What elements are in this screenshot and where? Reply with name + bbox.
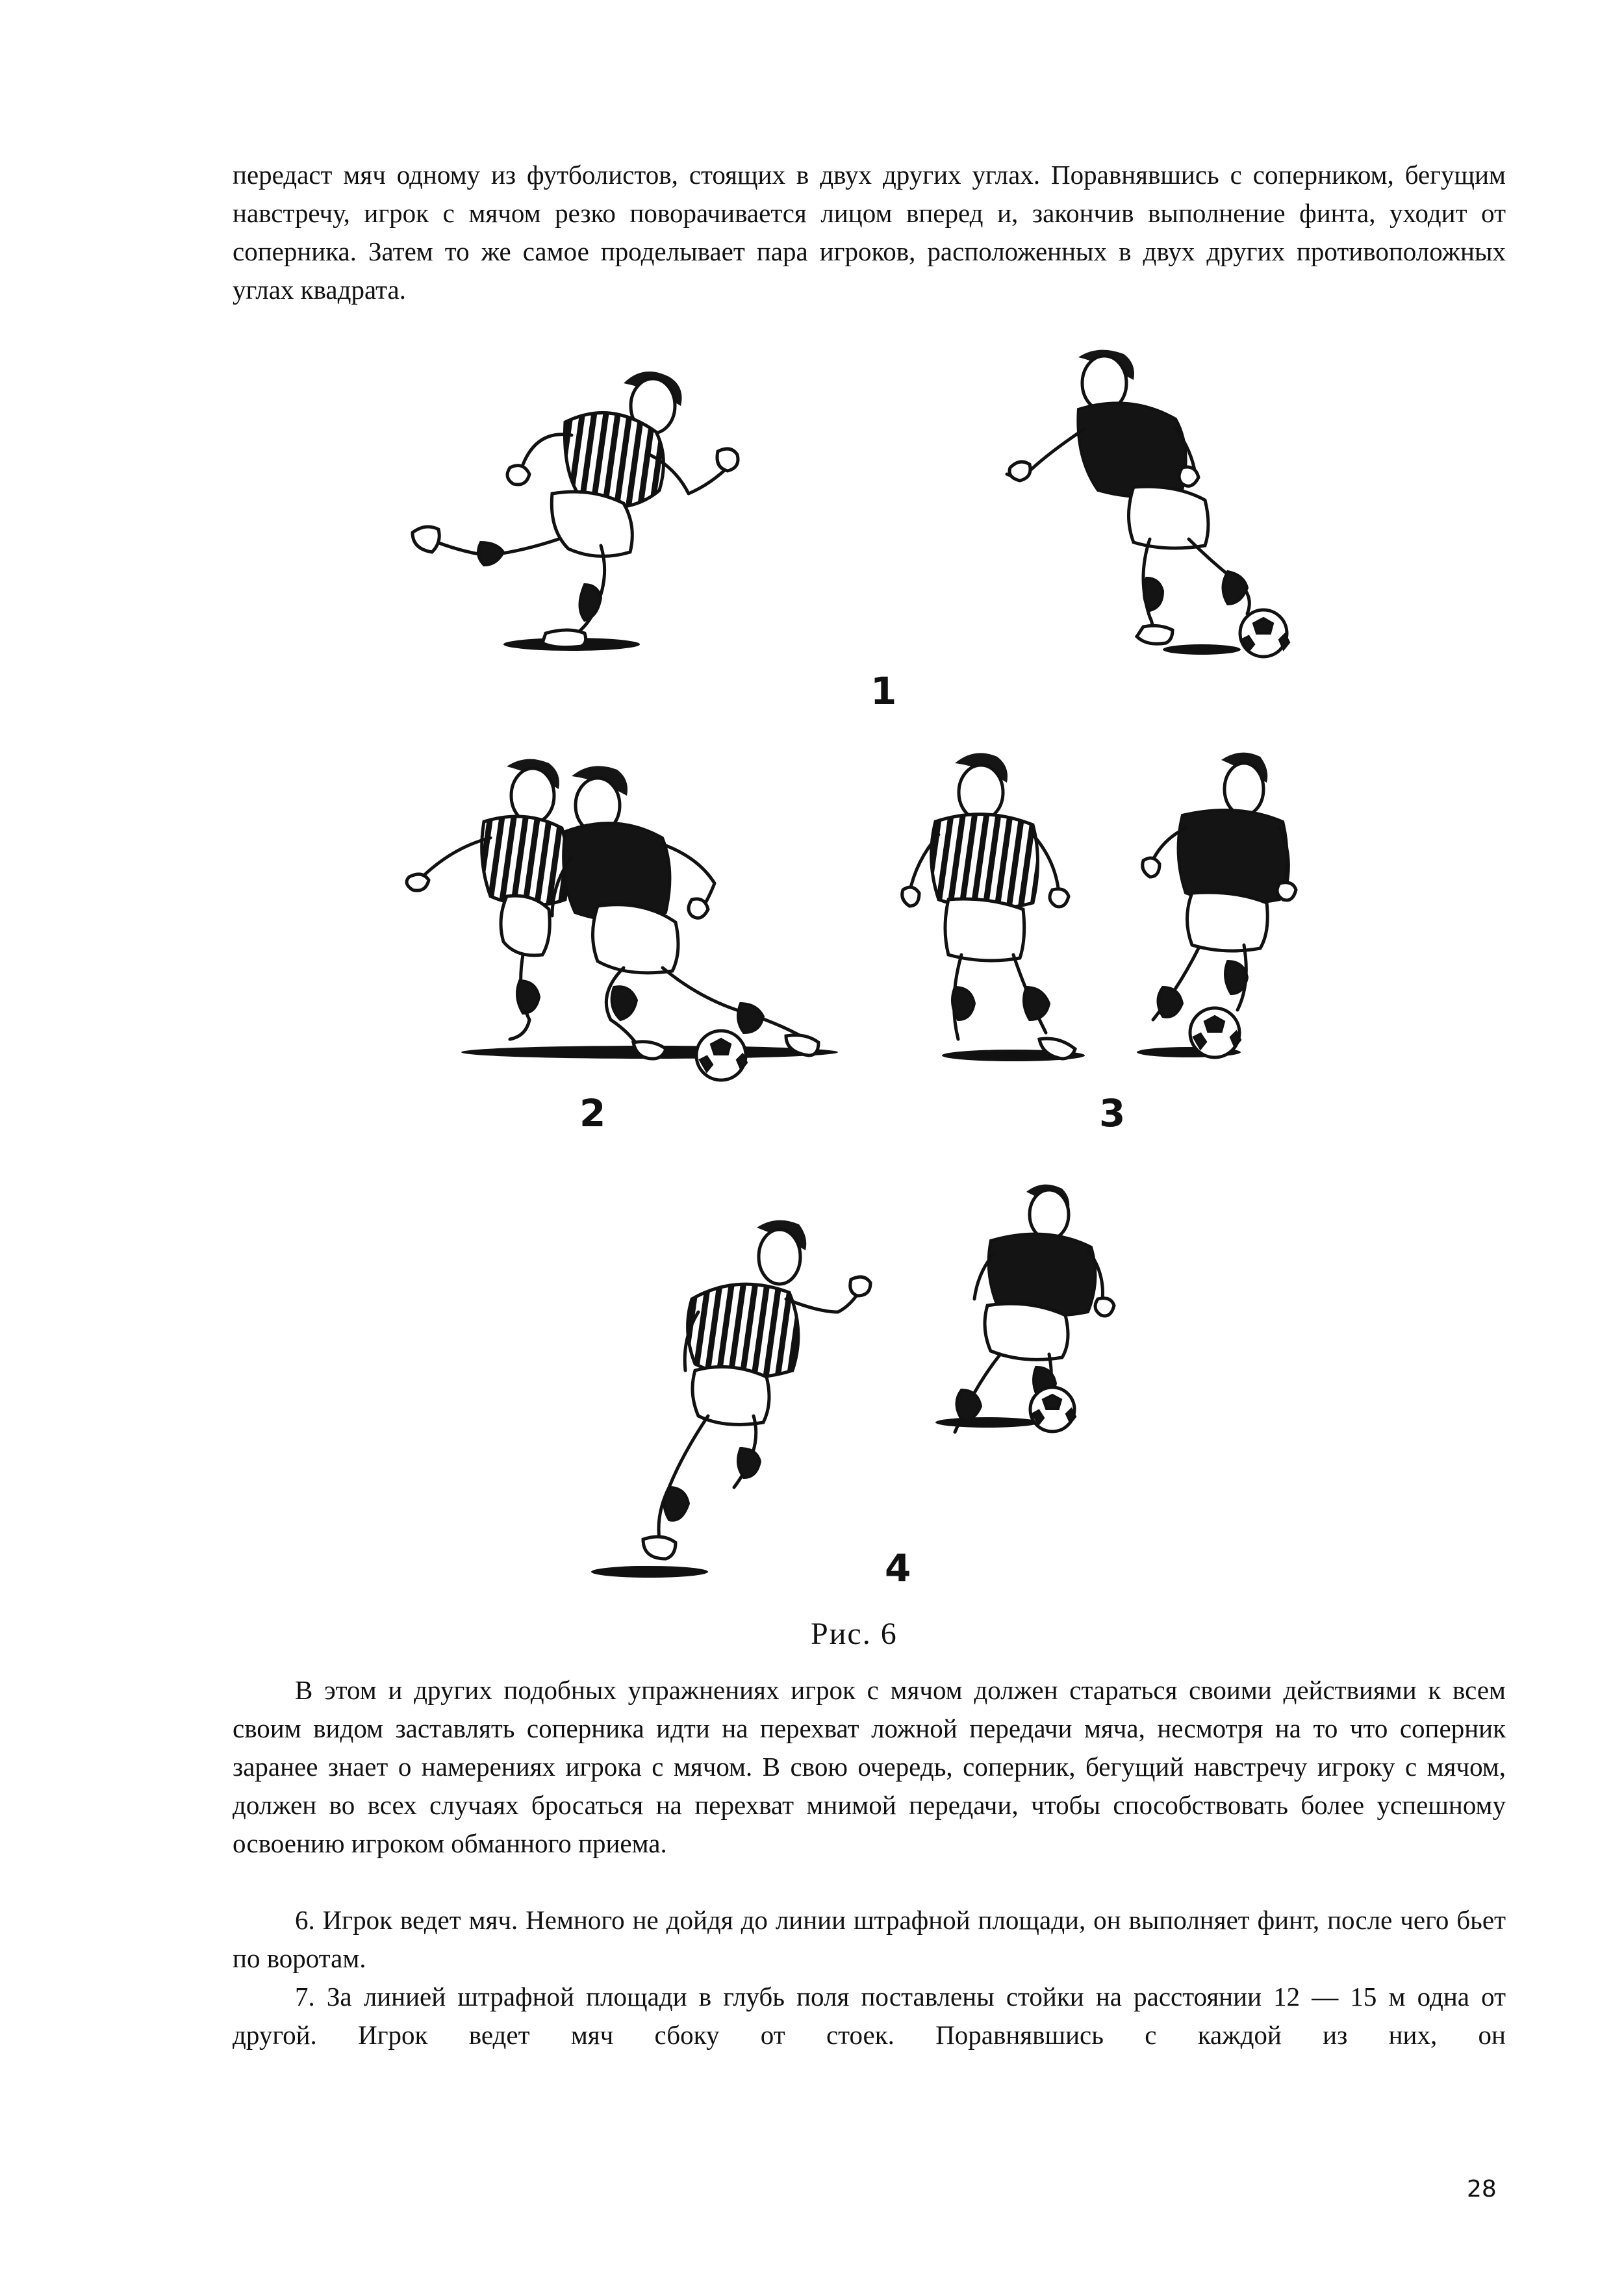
panel-1-dark-player <box>1007 350 1289 657</box>
panel-label-2: 2 <box>579 1091 606 1135</box>
paragraph-intro: передаст мяч одному из футболистов, стоящих в двух других углах. Поравнявшись с соперником, бегущим навстречу, игрок с мячом резко поворачивается лицом вперед и, закончив выполнение финта, уходит от соперника. Затем то же самое проделывает пара игроков, расположенных в двух других противоположных углах квадрата. <box>233 160 1506 305</box>
panel-label-1: 1 <box>870 669 897 713</box>
panel-label-4: 4 <box>885 1546 911 1590</box>
panel-4-players <box>591 1185 1114 1578</box>
panel-3-players <box>902 753 1296 1061</box>
figure-caption: Рис. 6 <box>811 1617 898 1651</box>
panel-2-players <box>407 759 838 1080</box>
panel-1-striped-player <box>412 372 738 651</box>
paragraph-exercise-notes: В этом и других подобных упражнениях игрок с мячом должен стараться своими действиями к всем своим видом заставлять соперника идти на перехват ложной передачи мяча, несмотря на то что соперник заранее знает о намерениях игрока с мячом. В свою очередь, соперник, бегущий навстречу игроку с мячом, должен во всех случаях бросаться на перехват мнимой передачи, чтобы способствовать более успешному освоению игроком обманного приема. <box>233 1675 1506 1858</box>
page-number: 28 <box>1467 2176 1497 2202</box>
paragraph-item-6: 6. Игрок ведет мяч. Немного не дойдя до линии штрафной площади, он выполняет финт, после чего бьет по воротам. <box>233 1905 1506 1973</box>
paragraph-item-7: 7. За линией штрафной площади в глубь поля поставлены стойки на расстоянии 12 — 15 м одна от другой. Игрок ведет мяч сбоку от стоек. Поравнявшись с каждой из них, он <box>233 1982 1506 2050</box>
panel-label-3: 3 <box>1099 1091 1126 1135</box>
